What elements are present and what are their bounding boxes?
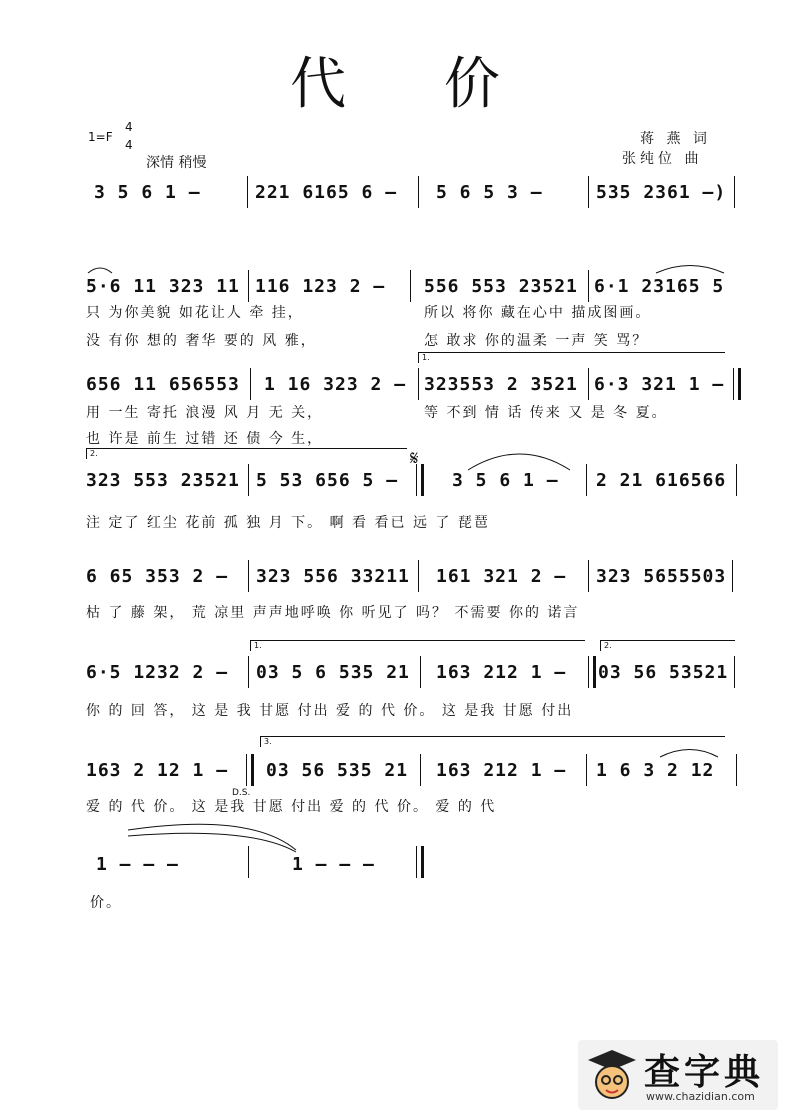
volta-label: 2. [604,641,612,650]
measure-6-4: 03 56 53521 [598,662,729,683]
volta-label: 1. [254,641,262,650]
measure-7-2: 03 56 535 21 [266,760,409,781]
watermark-url: www.chazidian.com [646,1090,755,1103]
measure-3-4: 6·3 321 1 – [594,374,725,395]
measure-5-3: 161 321 2 – [436,566,567,587]
slur [660,750,718,758]
lyric-3b: 等 不到 情 话 传来 又 是 冬 夏。 [424,405,668,421]
key-signature: 1=F [88,130,113,144]
slur [656,266,724,274]
measure-1-1: 3 5 6 1 – [94,182,201,203]
lyric-7: 爱 的 代 价。 这 是我 甘愿 付出 爱 的 代 价。 爱 的 代 [86,799,497,815]
lyric-2b-part2: 怎 敢求 你的温柔 一声 笑 骂？ [424,333,649,349]
measure-3-2: 1 16 323 2 – [264,374,407,395]
measure-4-2: 5 53 656 5 – [256,470,399,491]
lyric-2a-part1: 只 为你美貌 如花让人 牵 挂， [86,305,304,321]
segno-icon: 𝄋 [410,446,419,470]
measure-3-1: 656 11 656553 [86,374,240,395]
measure-4-3: 3 5 6 1 – [452,470,559,491]
lyric-2a-part2: 所以 将你 藏在心中 描成图画。 [424,305,652,321]
measure-2-2: 116 123 2 – [255,276,386,297]
lyric-4: 注 定了 红尘 花前 孤 独 月 下。 啊 看 看已 远 了 琵琶 [86,515,490,531]
watermark-brand: 查字典 [644,1051,765,1093]
volta-label: 3. [264,737,272,746]
graduate-mascot-icon [586,1048,638,1102]
measure-8-2: 1 – – – [292,854,375,875]
watermark-logo [578,1040,778,1110]
measure-8-1: 1 – – – [96,854,179,875]
lyric-6: 你 的 回 答， 这 是 我 甘愿 付出 爱 的 代 价。 这 是我 甘愿 付出 [86,703,574,719]
measure-7-1: 163 2 12 1 – [86,760,229,781]
volta-label: 2. [90,449,98,458]
page-title: 代 价 [290,52,540,117]
lyric-3a: 用 一生 寄托 浪漫 风 月 无 关， [86,405,324,421]
measure-5-4: 323 5655503 [596,566,727,587]
measure-7-3: 163 212 1 – [436,760,567,781]
measure-1-2: 221 6165 6 – [255,182,398,203]
tie [128,824,296,850]
tie [128,833,296,852]
measure-6-3: 163 212 1 – [436,662,567,683]
measure-5-1: 6 65 353 2 – [86,566,229,587]
measure-2-4: 6·1 23165 5 [594,276,725,297]
measure-6-1: 6·5 1232 2 – [86,662,229,683]
composer-credit: 张纯位 曲 [622,151,703,167]
lyric-2b-part1: 没 有你 想的 奢华 要的 风 雅， [86,333,317,349]
measure-4-1: 323 553 23521 [86,470,240,491]
measure-1-3: 5 6 5 3 – [436,182,543,203]
lyric-3c: 也 许是 前生 过错 还 债 今 生， [86,431,324,447]
tempo-marking: 深情 稍慢 [146,155,207,171]
measure-3-3: 323553 2 3521 [424,374,578,395]
slur [88,268,112,273]
lyric-5: 枯 了 藤 架， 荒 凉里 声声地呼唤 你 听见了 吗？ 不需要 你的 诺言 [86,605,580,621]
lyricist-credit: 蒋 燕 词 [640,131,711,147]
measure-6-2: 03 5 6 535 21 [256,662,410,683]
slur [468,454,570,470]
measure-4-4: 2 21 616566 [596,470,727,491]
measure-2-3: 556 553 23521 [424,276,578,297]
volta-label: 1. [422,353,430,362]
measure-1-4: 535 2361 –) [596,182,727,203]
lyric-8: 价。 [90,895,122,911]
time-sig-denominator: 4 [125,138,133,152]
measure-7-4: 1 6 3 2 12 [596,760,715,781]
ds-marking: D.S. [232,788,251,798]
time-sig-numerator: 4 [125,120,133,134]
measure-2-1: 5·6 11 323 11 [86,276,240,297]
measure-5-2: 323 556 33211 [256,566,410,587]
